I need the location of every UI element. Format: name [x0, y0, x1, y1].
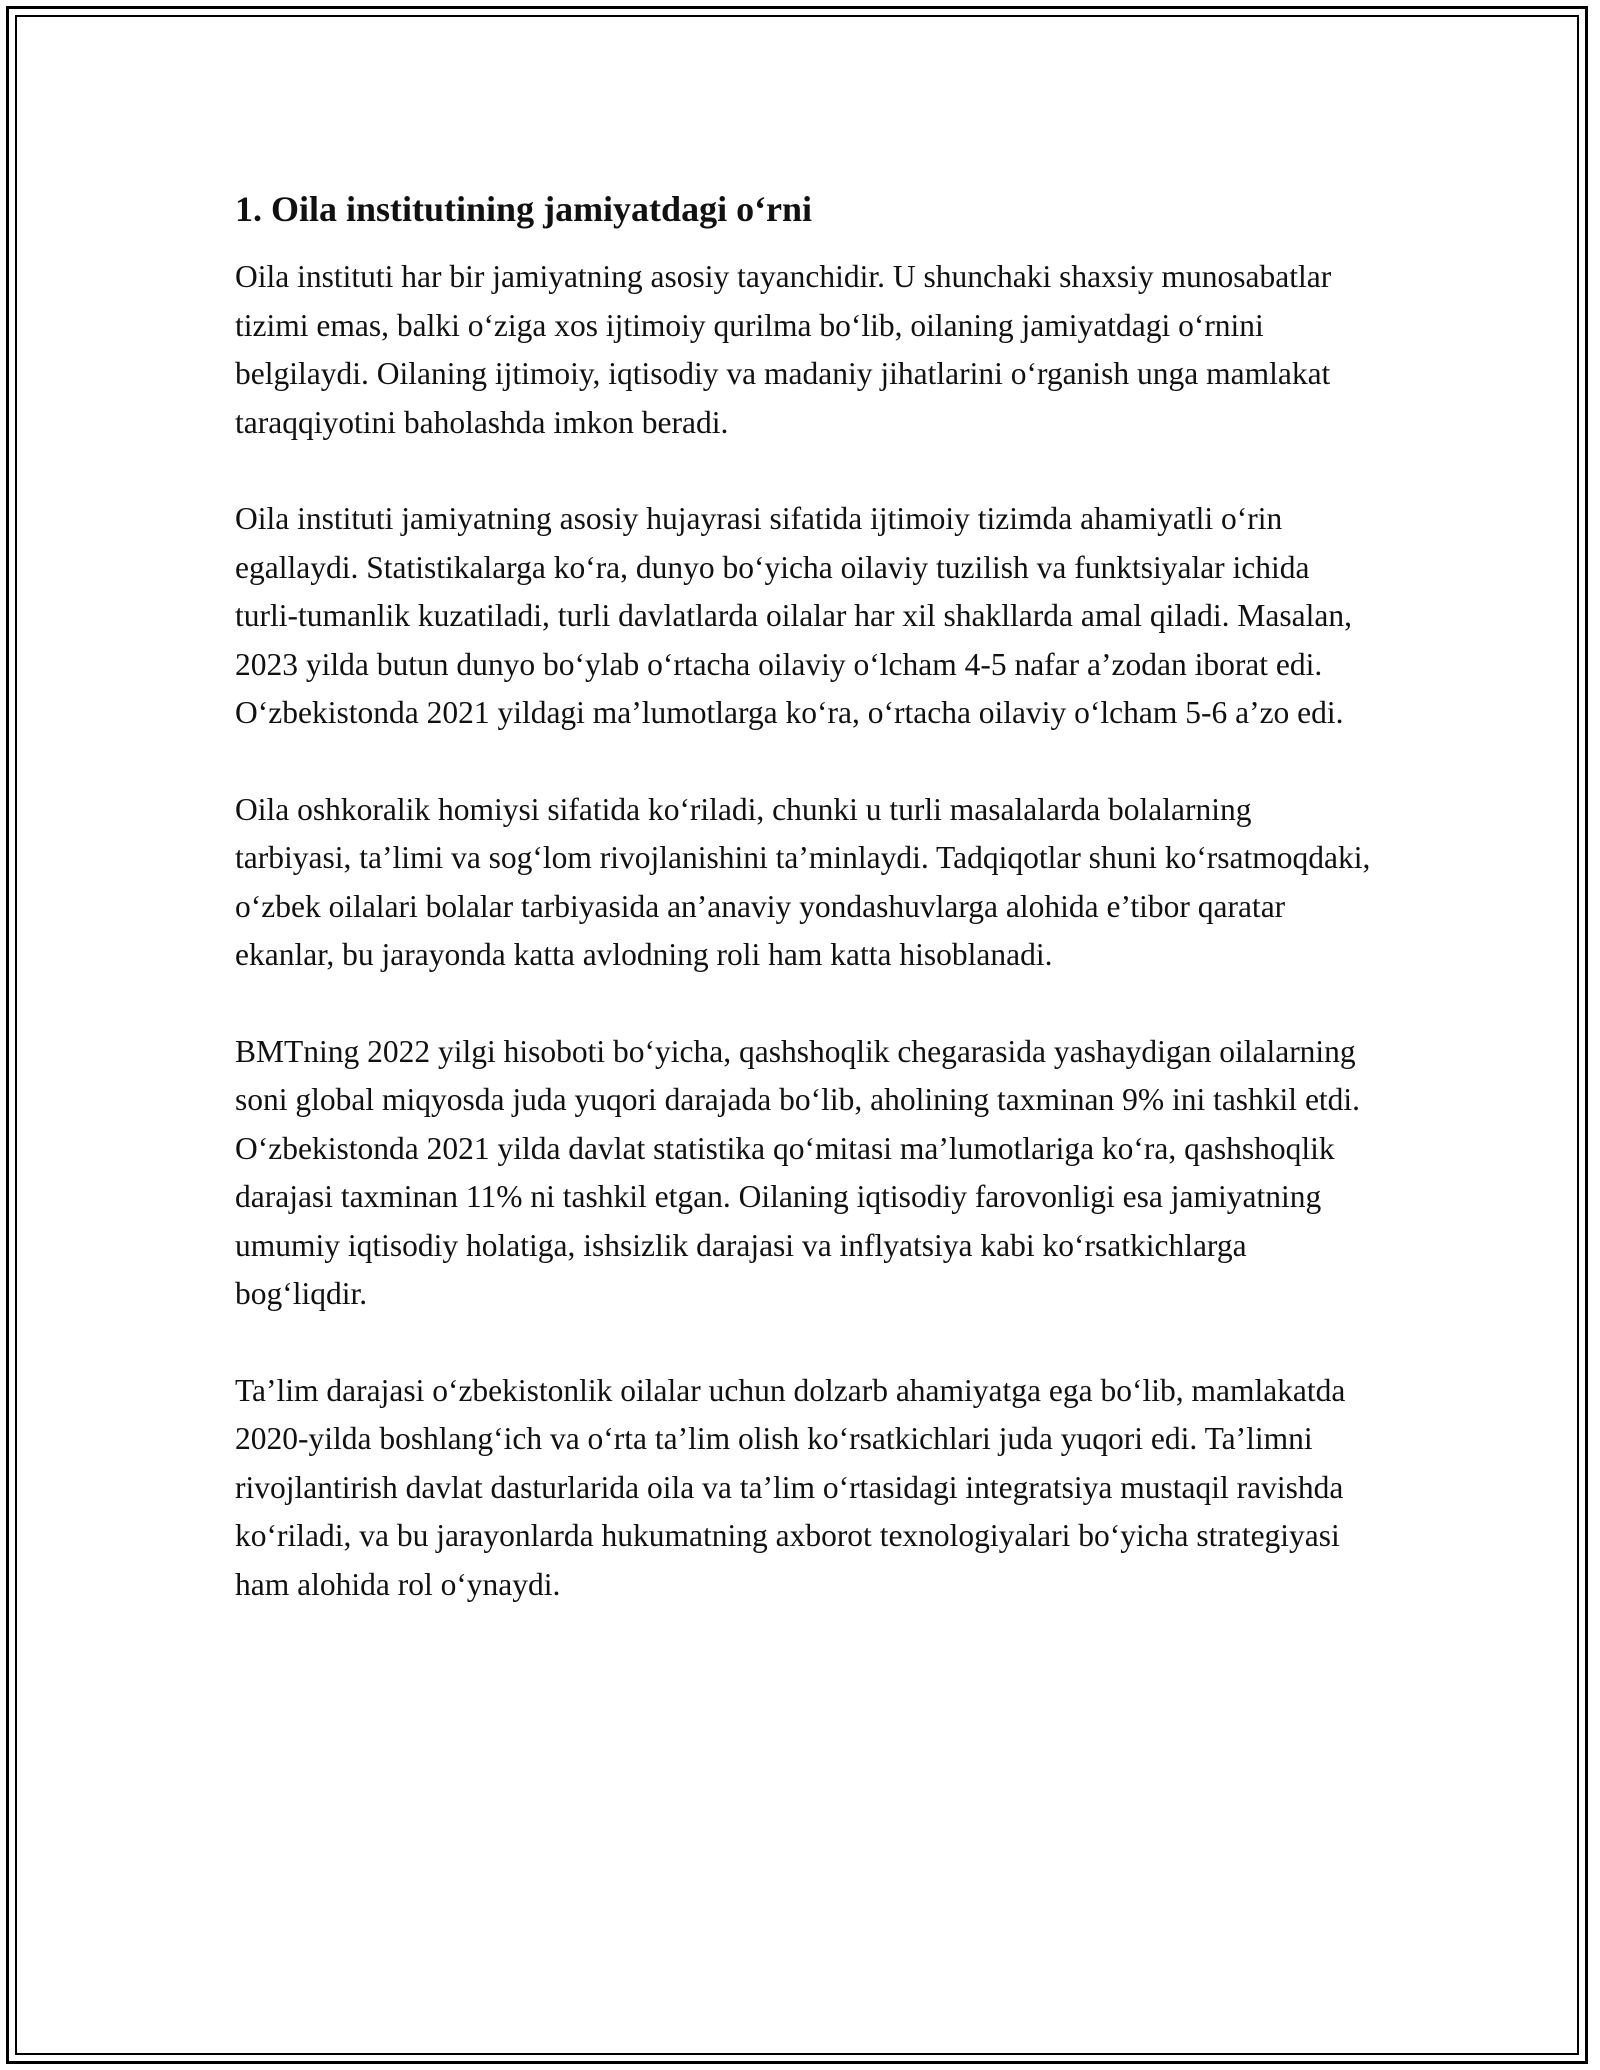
section-heading: 1. Oila institutining jamiyatdagi o‘rni — [235, 189, 813, 229]
document-body — [235, 185, 1375, 1657]
paragraph-3: Oila oshkoralik homiysi sifatida ko‘riladi, chunki u turli masalalarda bolalarning tarbiyasi, ta’limi va sog‘lom rivojlanishini ta’minlaydi. Tadqiqotlar shuni ko‘rsatmoqdaki, o‘zbek oilalari bolalar tarbiyasida an’anaviy yondashuvlarga alohida e’tibor qaratar ekanlar, bu jarayonda katta avlodning roli ham katta hisoblanadi. — [235, 791, 1371, 972]
paragraph-1: Oila instituti har bir jamiyatning asosiy tayanchidir. U shunchaki shaxsiy munosabatlar tizimi emas, balki o‘ziga xos ijtimoiy qurilma bo‘lib, oilaning jamiyatdagi o‘rnini belgilaydi. Oilaning ijtimoiy, iqtisodiy va madaniy jihatlarini o‘rganish unga mamlakat taraqqiyotini baholashda imkon beradi. — [235, 259, 1332, 440]
paragraph-5: Ta’lim darajasi o‘zbekistonlik oilalar uchun dolzarb ahamiyatga ega bo‘lib, mamlakatda 2020-yilda boshlang‘ich va o‘rta ta’lim olish ko‘rsatkichlari juda yuqori edi. Ta’limni rivojlantirish davlat dasturlarida oila va ta’lim o‘rtasidagi integratsiya mustaqil ravishda ko‘riladi, va bu jarayonlarda hukumatning axborot texnologiyalari bo‘yicha strategiyasi ham alohida rol o‘ynaydi. — [235, 1372, 1346, 1602]
paragraph-4: BMTning 2022 yilgi hisoboti bo‘yicha, qashshoqlik chegarasida yashaydigan oilalarning soni global miqyosda juda yuqori darajada bo‘lib, aholining taxminan 9% ini tashkil etdi. O‘zbekistonda 2021 yilda davlat statistika qo‘mitasi ma’lumotlariga ko‘ra, qashshoqlik darajasi taxminan 11% ni tashkil etgan. Oilaning iqtisodiy farovonligi esa jamiyatning umumiy iqtisodiy holatiga, ishsizlik darajasi va inflyatsiya kabi ko‘rsatkichlarga bog‘liqdir. — [235, 1033, 1361, 1311]
paragraph-2: Oila instituti jamiyatning asosiy hujayrasi sifatida ijtimoiy tizimda ahamiyatli o‘rin egallaydi. Statistikalarga ko‘ra, dunyo bo‘yicha oilaviy tuzilish va funktsiyalar ichida turli-tumanlik kuzatiladi, turli davlatlarda oilalar har xil shakllarda amal qiladi. Masalan, 2023 yilda butun dunyo bo‘ylab o‘rtacha oilaviy o‘lcham 4-5 nafar a’zodan iborat edi. O‘zbekistonda 2021 yildagi ma’lumotlarga ko‘ra, o‘rtacha oilaviy o‘lcham 5-6 a’zo edi. — [235, 501, 1353, 730]
